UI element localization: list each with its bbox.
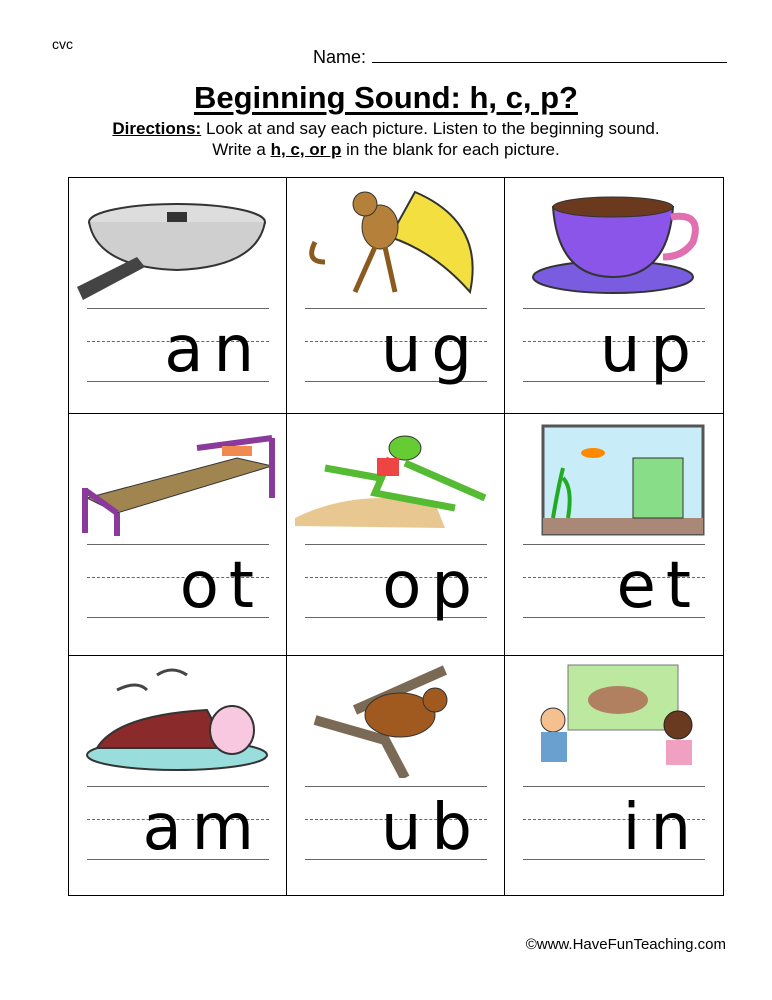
name-field[interactable] [313, 46, 727, 68]
writing-top-line [523, 544, 705, 545]
word-ending: ub [380, 791, 482, 865]
writing-top-line [305, 786, 487, 787]
directions-line2-pre: Write a [212, 140, 266, 159]
word-ending: an [164, 313, 264, 387]
footer-copyright: ©www.HaveFunTeaching.com [525, 936, 726, 953]
title-text: Beginning Sound: h, c, p? [193, 80, 578, 115]
directions [0, 118, 772, 160]
directions-letters: h, c, or p [270, 140, 342, 159]
writing-top-line [305, 544, 487, 545]
writing-top-line [523, 786, 705, 787]
cot-icon [77, 418, 277, 536]
fish-tank-icon [513, 418, 713, 536]
picture-cell [505, 414, 723, 656]
cup-icon [513, 182, 713, 300]
pin-donkey-icon [513, 660, 713, 778]
picture-cell [505, 656, 723, 895]
writing-top-line [87, 308, 269, 309]
writing-top-line [305, 308, 487, 309]
word-ending: up [599, 313, 701, 387]
worksheet-tag: cvc [52, 36, 73, 52]
writing-top-line [523, 308, 705, 309]
picture-cell [69, 178, 287, 414]
name-blank-line[interactable] [372, 46, 727, 63]
name-label: Name: [313, 47, 367, 67]
directions-line2-post: in the blank for each picture. [346, 140, 560, 159]
picture-cell [69, 656, 287, 895]
word-ending: in [622, 791, 701, 865]
word-ending: op [382, 549, 482, 623]
word-ending: ug [380, 313, 482, 387]
word-ending: et [616, 549, 701, 623]
directions-label: Directions: [112, 119, 202, 138]
writing-top-line [87, 786, 269, 787]
word-ending: ot [179, 549, 264, 623]
word-ending: am [142, 791, 264, 865]
writing-top-line [87, 544, 269, 545]
picture-cell [287, 414, 505, 656]
bear-cub-icon [295, 660, 495, 778]
picture-cell [69, 414, 287, 656]
frog-hop-icon [295, 418, 495, 536]
monkey-banana-icon [295, 182, 495, 300]
picture-cell [505, 178, 723, 414]
picture-cell [287, 178, 505, 414]
picture-cell [287, 656, 505, 895]
directions-line1: Look at and say each picture. Listen to the beginning sound. [205, 119, 660, 138]
ham-icon [77, 660, 277, 778]
page-title [0, 80, 772, 116]
picture-grid [68, 177, 724, 896]
pan-icon [77, 182, 277, 300]
